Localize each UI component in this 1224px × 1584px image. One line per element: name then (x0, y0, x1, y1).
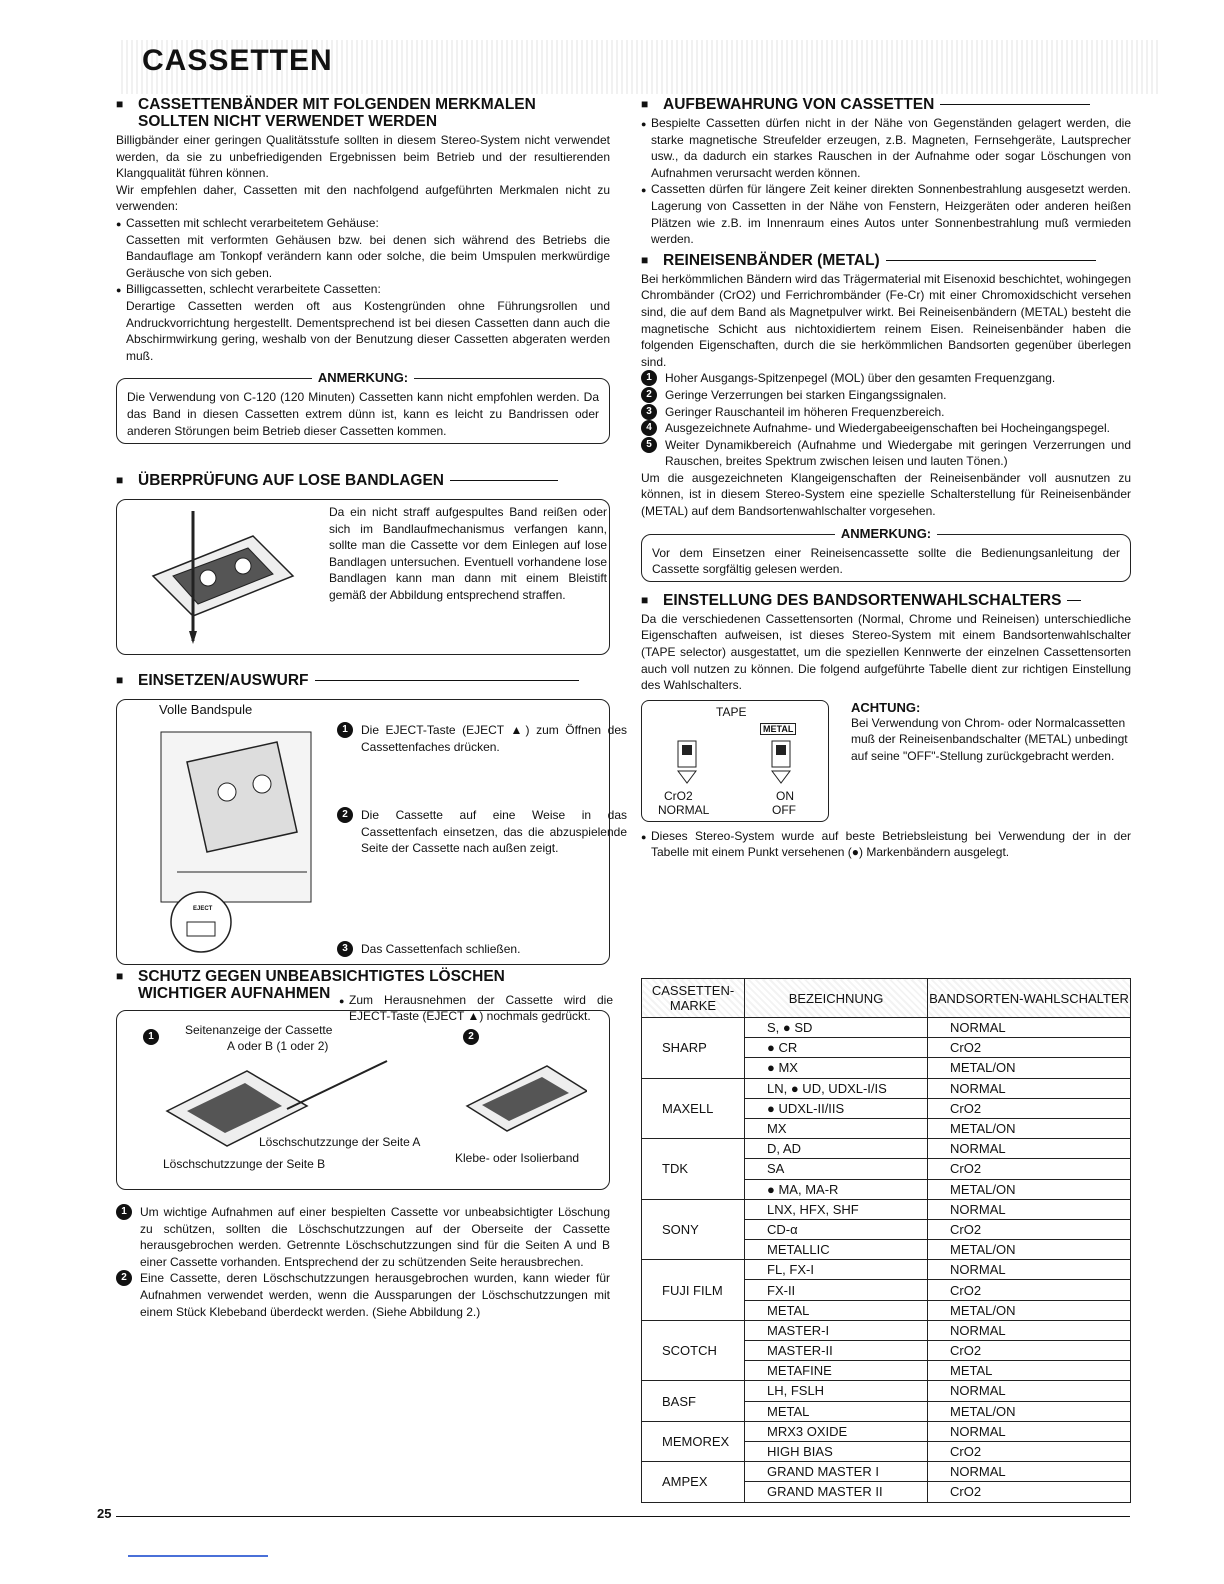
table-cell-switch: NORMAL (928, 1421, 1131, 1441)
table-cell-brand: MEMOREX (642, 1421, 745, 1461)
eject-note: ● Zum Herausnehmen der Cassette wird die EJECT-Taste (EJECT ▲) nochmals gedrückt. (339, 992, 613, 1025)
page-title: CASSETTEN (142, 44, 333, 77)
table-cell-switch: METAL (928, 1361, 1131, 1381)
warning (851, 700, 1131, 765)
bullet-text: Derartige Cassetten werden oft aus Kostengründen ohne Führungsrollen und Andruckvorrichtung hergestellt. Dementsprechend ist bei diesen Cassetten dann auch die Abschirmwirkung gering, weshalb von der Benutzung dieser Cassetten abgeraten werden muß. (126, 298, 610, 363)
table-row (642, 1462, 1131, 1482)
metal-feature-1: 1 Hoher Ausgangs-Spitzenpegel (MOL) über den gesamten Frequenzgang. (641, 370, 1131, 387)
warning-heading: ACHTUNG: (851, 699, 921, 715)
step-2: 2 Die Cassette auf eine Weise in das Cassettenfach einsetzen, das die abzuspielende Seite der Cassette nach außen zeigt. (337, 807, 627, 857)
section-heading-bad-tapes: ■ CASSETTENBÄNDER MIT FOLGENDEN MERKMALEN SOLLTEN NICHT VERWENDET WERDEN (116, 96, 610, 130)
table-cell-designation: MX (745, 1118, 928, 1138)
section-heading-tape-selector: ■ EINSTELLUNG DES BANDSORTENWAHLSCHALTERS (641, 592, 1131, 609)
table-cell-designation: FL, FX-I (745, 1260, 928, 1280)
paragraph: Da die verschiedenen Cassettensorten (Normal, Chrome und Reineisen) unterschiedliche Eigenschaften aufweisen, ist dieses Stereo-System mit einem Bandsortenwahlschalter (TAPE selector) ausgestattet, um die speziellen Kennwerte der einzelnen Cassettensorten auch voll nutzen zu können. Die folgend aufgeführte Tabelle dient zur richtigen Einstellung des Wahlschalters. (641, 611, 1131, 693)
paragraph: Um die ausgezeichneten Klangeigenschaften der Reineisenbänder voll ausnutzen zu können, ist in diesem Stereo-System eine spezielle Schalterstellung für Reineisenbänder (METAL) auf dem Bandsortenwahlschalter vorgesehen. (641, 470, 1131, 519)
table-cell-switch: CrO2 (928, 1038, 1131, 1058)
note-box-c120 (116, 370, 610, 444)
table-cell-designation: GRAND MASTER I (745, 1462, 928, 1482)
title-band (118, 40, 1158, 94)
table-cell-switch: METAL/ON (928, 1179, 1131, 1199)
table-cell-designation: METAL (745, 1300, 928, 1320)
cassette-deck-illustration (157, 722, 317, 958)
switch-illustration (672, 737, 802, 787)
eject-label: EJECT (193, 906, 213, 912)
figure-label: Löschschutzzunge der Seite B (163, 1157, 326, 1171)
bullet-item: ● Dieses Stereo-System wurde auf beste Betriebsleistung bei Verwendung der in der Tabelle mit einem Punkt versehenen (●) Markenbändern ausgelegt. (641, 828, 1131, 861)
tape-label: TAPE (716, 704, 747, 719)
table-cell-switch: CrO2 (928, 1482, 1131, 1502)
table-cell-switch: CrO2 (928, 1159, 1131, 1179)
table-cell-designation: D, AD (745, 1139, 928, 1159)
left-column (116, 96, 610, 444)
table-cell-brand: TDK (642, 1139, 745, 1200)
erase-protection-box: 1 2 Seitenanzeige der Cassette A oder B (1 oder 2) Löschschutzzunge der Seite A Löschschutzzunge der Seite B Klebe- oder Isolierband (116, 1010, 610, 1190)
figure-label: Löschschutzzunge der Seite A (259, 1135, 421, 1149)
table-cell-designation: MASTER-II (745, 1341, 928, 1361)
header-brand: CASSETTEN-MARKE (642, 979, 745, 1018)
table-cell-switch: NORMAL (928, 1018, 1131, 1038)
note-box-metal (641, 525, 1131, 582)
bullet-item: ● Billigcassetten, schlecht verarbeitete Cassetten: (116, 281, 610, 298)
table-cell-designation: CD-α (745, 1219, 928, 1239)
table-row (642, 1139, 1131, 1159)
metal-feature-3: 3 Geringer Rauschanteil im höheren Frequenzbereich. (641, 404, 1131, 421)
table-cell-designation: LN, ● UD, UDXL-I/IS (745, 1078, 928, 1098)
figure-label: A oder B (1 oder 2) (227, 1039, 329, 1053)
table-cell-designation: FX-II (745, 1280, 928, 1300)
note-text: Die Verwendung von C-120 (120 Minuten) Cassetten kann nicht empfohlen werden. Da das Band in diesen Cassetten extrem dünn ist, kann es leicht zu Bandrissen oder anderen Störungen beim Betrieb dieser Cassetten kommen. (127, 390, 599, 438)
normal-label: NORMAL (658, 802, 710, 817)
bullet-item: ● Cassetten dürfen für längere Zeit keiner direkten Sonnenbestrahlung ausgesetzt werden. Lagerung von Cassetten in der Nähe von Fenstern, Heizgeräten oder anderen heißen Plätzen wie z.B. im Innenraum eines Autos unter Sonnenbestrahlung muß vermieden werden. (641, 181, 1131, 247)
table-cell-brand: SHARP (642, 1018, 745, 1079)
paragraph: Wir empfehlen daher, Cassetten mit den nachfolgend aufgeführten Merkmalen nicht zu verwenden: (116, 182, 610, 214)
section-erase-protection (116, 968, 610, 1320)
section-loose-tape (116, 472, 610, 655)
figure-label: Klebe- oder Isolierband (455, 1151, 580, 1165)
section-heading-insert-eject: ■ EINSETZEN/AUSWURF (116, 672, 610, 689)
table-row (642, 1260, 1131, 1280)
section-heading-storage: ■ AUFBEWAHRUNG VON CASSETTEN (641, 96, 1131, 113)
table-cell-designation: ● UDXL-II/IIS (745, 1098, 928, 1118)
erase-step-2: 2 Eine Cassette, deren Löschschutzzungen herausgebrochen wurden, kann wieder für Aufnahmen verwendet werden, wenn die Aussparungen der Löschschutzzungen mit einem Stück Klebeband überdeckt werden. (Siehe Abbildung 2.) (116, 1270, 610, 1320)
table-cell-switch: METAL/ON (928, 1118, 1131, 1138)
header-switch: BANDSORTEN-WAHLSCHALTER (928, 979, 1131, 1018)
table-cell-designation: MASTER-I (745, 1320, 928, 1340)
bullet-text: Cassetten mit verformten Gehäusen bzw. bei denen sich während des Betriebs die Bandauflage am Tonkopf verändern kann oder solche, die beim Umspulen merkwürdige Geräusche von sich geben. (126, 232, 610, 280)
paragraph: Bei herkömmlichen Bändern wird das Trägermaterial mit Eisenoxid beschichtet, wohingegen Chrombänder (CrO2) und Ferrichrombänder (Fe-Cr) mit einer Chromoxidschicht versehen sind, die auf dem Band als Magnetpulver wirkt. Bei Reineisenbändern (METAL) besteht die magnetische Schicht aus nichtoxidiertem reinem Eisen. Reineisenbänder haben die folgenden Eigenschaften, durch die sie herkömmlichen Bandsorten gegenüber überlegen sind. (641, 271, 1131, 369)
cassette-pencil-illustration (143, 506, 313, 646)
bullet-item: ● Bespielte Cassetten dürfen nicht in der Nähe von Gegenständen gelagert werden, die starke magnetische Streufelder erzeugen, z.B. Magneten, Fernsehgeräte, Lautsprecher usw., da dadurch ein starkes Rauschen in der Aufnahme oder sogar Löschungen von Aufnahmen verursacht werden können. (641, 115, 1131, 181)
table-cell-switch: NORMAL (928, 1320, 1131, 1340)
section-heading-metal: ■ REINEISENBÄNDER (METAL) (641, 252, 1131, 269)
metal-label: METAL (760, 723, 796, 735)
note-heading: ANMERKUNG: (312, 370, 414, 385)
table-cell-switch: NORMAL (928, 1260, 1131, 1280)
footer-rule (116, 1516, 1130, 1517)
table-cell-designation: GRAND MASTER II (745, 1482, 928, 1502)
table-cell-designation: MRX3 OXIDE (745, 1421, 928, 1441)
table-cell-designation: LH, FSLH (745, 1381, 928, 1401)
right-column (641, 96, 1131, 861)
table-row (642, 1381, 1131, 1401)
tape-switch-figure (641, 700, 829, 822)
table-cell-designation: SA (745, 1159, 928, 1179)
table-cell-brand: SCOTCH (642, 1320, 745, 1381)
tape-type-table (641, 978, 1131, 1503)
table-cell-designation: LNX, HFX, SHF (745, 1199, 928, 1219)
on-label: ON (776, 788, 794, 803)
metal-feature-5: 5 Weiter Dynamikbereich (Aufnahme und Wiedergabe mit geringen Verzerrungen und Rauschen, breites Spektrum zwischen leisen und lauten Tönen.) (641, 437, 1131, 470)
note-text: Vor dem Einsetzen einer Reineisencassette sollte die Bedienungsanleitung der Cassette sorgfältig gelesen werden. (652, 545, 1120, 577)
metal-feature-4: 4 Ausgezeichnete Aufnahme- und Wiedergabeeigenschaften bei Hocheingangspegel. (641, 420, 1131, 437)
table-cell-switch: CrO2 (928, 1341, 1131, 1361)
table-cell-switch: NORMAL (928, 1139, 1131, 1159)
table-row (642, 1320, 1131, 1340)
figure-label: Volle Bandspule (159, 702, 253, 717)
table-cell-brand: AMPEX (642, 1462, 745, 1502)
step-3: 3 Das Cassettenfach schließen. (337, 941, 627, 958)
tape-selector-area (641, 700, 1131, 828)
table-cell-designation: METAFINE (745, 1361, 928, 1381)
table-cell-brand: MAXELL (642, 1078, 745, 1139)
loose-tape-text: Da ein nicht straff aufgespultes Band reißen oder sich im Bandlaufmechanismus verfangen kann, sollte man die Cassette vor dem Einlegen auf lose Bandlagen untersuchen. Eventuell vorhandene lose Bandlagen kann man dann mit einem Bleistift gemäß der Abbildung entsprechend straffen. (329, 505, 607, 602)
table-cell-designation: METAL (745, 1401, 928, 1421)
table-cell-switch: METAL/ON (928, 1058, 1131, 1078)
bullet-item: ● Cassetten mit schlecht verarbeitetem Gehäuse: (116, 215, 610, 232)
loose-tape-box (116, 499, 610, 655)
table-cell-switch: METAL/ON (928, 1300, 1131, 1320)
table-cell-switch: NORMAL (928, 1381, 1131, 1401)
section-heading-loose-tape: ■ ÜBERPRÜFUNG AUF LOSE BANDLAGEN (116, 472, 610, 489)
header-designation: BEZEICHNUNG (745, 979, 928, 1018)
table-cell-switch: NORMAL (928, 1462, 1131, 1482)
note-heading: ANMERKUNG: (835, 526, 937, 541)
table-cell-designation: ● MX (745, 1058, 928, 1078)
table-cell-designation: ● MA, MA-R (745, 1179, 928, 1199)
cro2-label: CrO2 (664, 788, 693, 803)
table-cell-brand: FUJI FILM (642, 1260, 745, 1321)
table-cell-switch: CrO2 (928, 1280, 1131, 1300)
table-cell-switch: CrO2 (928, 1219, 1131, 1239)
table-cell-designation: HIGH BIAS (745, 1441, 928, 1461)
figure-label: Seitenanzeige der Cassette (185, 1023, 333, 1037)
table-cell-switch: METAL/ON (928, 1240, 1131, 1260)
table-cell-designation: METALLIC (745, 1240, 928, 1260)
table-cell-brand: BASF (642, 1381, 745, 1421)
table-row (642, 1018, 1131, 1038)
table-cell-switch: CrO2 (928, 1098, 1131, 1118)
page-number: 25 (97, 1506, 112, 1521)
table-cell-switch: NORMAL (928, 1199, 1131, 1219)
metal-feature-2: 2 Geringe Verzerrungen bei starken Eingangssignalen. (641, 387, 1131, 404)
step-1: 1 Die EJECT-Taste (EJECT ▲) zum Öffnen des Cassettenfaches drücken. (337, 722, 627, 755)
section-heading-erase-protection: ■ SCHUTZ GEGEN UNBEABSICHTIGTES LÖSCHEN WICHTIGER AUFNAHMEN (116, 968, 610, 1002)
table-row (642, 1078, 1131, 1098)
table-cell-brand: SONY (642, 1199, 745, 1260)
table-cell-designation: ● CR (745, 1038, 928, 1058)
table-header-row (642, 979, 1131, 1018)
table-row (642, 1199, 1131, 1219)
table-row (642, 1421, 1131, 1441)
table-cell-switch: NORMAL (928, 1078, 1131, 1098)
table-cell-switch: CrO2 (928, 1441, 1131, 1461)
table-cell-switch: METAL/ON (928, 1401, 1131, 1421)
off-label: OFF (772, 802, 796, 817)
erase-step-1: 1 Um wichtige Aufnahmen auf einer bespielten Cassette vor unbeabsichtigter Löschung zu schützen, sollten die Löschschutzzungen auf der Oberseite der Cassette herausgebrochen werden. Getrennte Löschschutzzungen sind für die Seiten A und B einer Cassette vorhanden. Entsprechend der zu schützenden Seite herausbrechen. (116, 1204, 610, 1270)
paragraph: Billigbänder einer geringen Qualitätsstufe sollten in diesem Stereo-System nicht verwendet werden, da sie zu unbefriedigenden Ergebnissen beim Betrieb und der resultierenden Klangqualität führen können. (116, 133, 610, 181)
warning-text: Bei Verwendung von Chrom- oder Normalcassetten muß der Reineisenbandschalter (METAL) unbedingt auf seine "OFF"-Stellung zurückgebracht werden. (851, 715, 1128, 763)
table-cell-designation: S, ● SD (745, 1018, 928, 1038)
bottom-accent-line (128, 1555, 268, 1557)
